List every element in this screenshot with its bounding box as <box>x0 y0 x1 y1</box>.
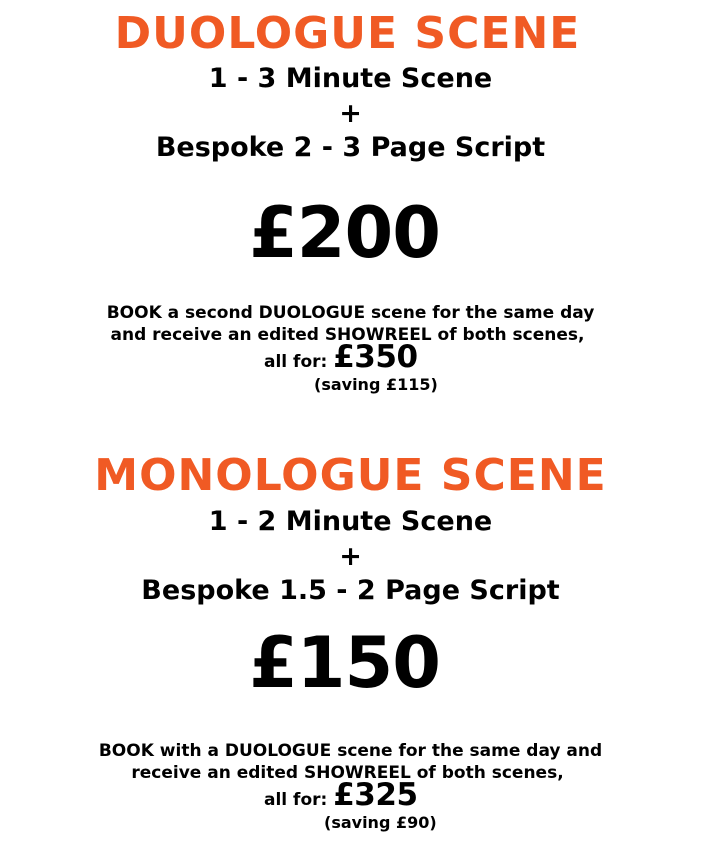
monologue-all-for-label: all for: <box>264 790 334 810</box>
monologue-offer-price: £325 <box>333 777 418 813</box>
duologue-saving: (saving £115) <box>314 375 438 394</box>
duologue-offer-price: £350 <box>333 339 418 375</box>
duologue-script: Bespoke 2 - 3 Page Script <box>155 132 546 163</box>
duologue-price: £200 <box>249 192 440 274</box>
monologue-offer-line2: receive an edited SHOWREEL of both scenes, <box>131 763 564 783</box>
duologue-offer-line2: and receive an edited SHOWREEL of both scenes, <box>110 325 585 345</box>
duologue-all-for <box>264 339 418 375</box>
monologue-price: £150 <box>249 622 440 704</box>
duologue-plus: + <box>339 98 362 129</box>
duologue-all-for-label: all for: <box>264 352 334 372</box>
duologue-title: DUOLOGUE SCENE <box>114 8 581 59</box>
monologue-title: MONOLOGUE SCENE <box>94 450 607 501</box>
monologue-plus: + <box>339 541 362 572</box>
duologue-offer-line1: BOOK a second DUOLOGUE scene for the same day <box>106 303 595 323</box>
duologue-duration: 1 - 3 Minute Scene <box>208 63 493 94</box>
monologue-script: Bespoke 1.5 - 2 Page Script <box>141 575 560 606</box>
monologue-offer-line1: BOOK with a DUOLOGUE scene for the same day and <box>98 741 603 761</box>
monologue-all-for <box>264 777 418 813</box>
monologue-duration: 1 - 2 Minute Scene <box>208 506 493 537</box>
monologue-saving: (saving £90) <box>324 813 437 832</box>
